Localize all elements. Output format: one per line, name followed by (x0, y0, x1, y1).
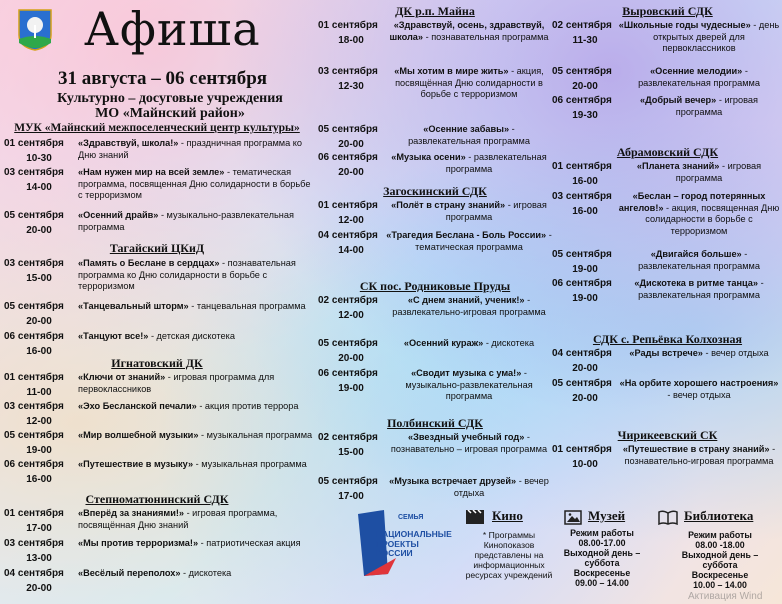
museum-title: Музей (588, 508, 626, 523)
event-desc: - познавательно-игровая программа (624, 444, 776, 466)
event-time: 16-00 (572, 176, 598, 187)
event-time: 10-00 (572, 459, 598, 470)
event-date: 06 сентября (4, 459, 64, 470)
event-time: 12-00 (26, 416, 52, 427)
event-date: 01 сентября (318, 200, 378, 211)
event-name: «Мы против терроризма!» (78, 538, 199, 548)
event-name: «Полёт в страну знаний» (391, 200, 506, 210)
event-time: 20-00 (338, 139, 364, 150)
event-desc: - тематическая программа, посвященная Дню солидарности в борьбе с терроризмом (78, 167, 311, 200)
np-line2: ПРОЕКТЫ (376, 538, 419, 549)
book-icon (658, 510, 678, 525)
event-date: 04 сентября (552, 348, 612, 359)
event-desc: - акция против террора (196, 401, 299, 411)
event-time: 15-00 (338, 447, 364, 458)
event-desc: - развлекательная программа (638, 278, 764, 300)
event-desc: - детская дискотека (148, 331, 235, 341)
venue-zagoskino: Загоскинский СДК (383, 184, 487, 198)
event-date: 06 сентября (318, 152, 378, 163)
library-line: 10.00 – 14.00 (693, 580, 747, 590)
event-time: 20-00 (26, 316, 52, 327)
event-name: «С днем знаний, ученик!» (407, 295, 525, 305)
event-date: 03 сентября (4, 538, 64, 549)
event-name: «Эхо Бесланской печали» (78, 401, 197, 411)
event-date: 05 сентября (4, 301, 64, 312)
subtitle-line1: Культурно – досуговые учреждения (57, 91, 283, 106)
event-name: «Музыка встречает друзей» (389, 476, 517, 486)
event-desc: - игровая программа (675, 161, 762, 183)
event-desc: - патриотическая акция (198, 538, 301, 548)
event-date: 05 сентября (318, 124, 378, 135)
library-hours (670, 530, 770, 590)
event-date: 05 сентября (552, 249, 612, 260)
film-icon (466, 510, 484, 524)
event-time: 19-00 (572, 293, 598, 304)
event-date: 06 сентября (552, 278, 612, 289)
event-date: 01 сентября (4, 508, 64, 519)
event-name: «Здравствуй, осень, здравствуй, школа» (389, 20, 545, 42)
library-line: Выходной день – (681, 550, 759, 560)
event-desc: - акция, посвященная Дню солидарности в борьбе с терроризмом (645, 202, 780, 236)
event-name: «Путешествие в страну знаний» (622, 444, 770, 454)
kino-text: * Программы Кинопоказов представлены на информационных ресурсах учреждений (465, 530, 553, 580)
event-name: «Танцуют все!» (78, 331, 149, 341)
subtitle-line2: МО «Майнский район» (95, 106, 245, 121)
event-desc: - игровая программа для первоклассников (78, 372, 275, 394)
venue-abramovka: Абрамовский СДК (616, 145, 719, 159)
venue-repyovka: СДК с. Репьёвка Колхозная (592, 332, 743, 346)
venue-rodnikovye-prudy: СК пос. Родниковые Пруды (359, 279, 511, 293)
venue-mmck: МУК «Майнский межпоселенческий центр культуры» (14, 122, 300, 134)
event-desc: - развлекательная программа (638, 66, 760, 88)
event-name: «Танцевальный шторм» (78, 301, 189, 311)
event-time: 16-00 (572, 206, 598, 217)
event-name: «Сводит музыка с ума!» (411, 368, 522, 378)
event-name: «Осенние мелодии» (650, 66, 743, 76)
event-date: 03 сентября (4, 258, 64, 269)
event-time: 17-00 (338, 491, 364, 502)
event-desc: - развлекательно-игровая программа (392, 295, 546, 317)
event-desc: - вечер отдыха (453, 476, 549, 498)
event-time: 15-00 (26, 273, 52, 284)
event-name: «Нам нужен мир на всей земле» (78, 167, 225, 177)
event-date: 02 сентября (318, 432, 378, 443)
page-title: Афиша (84, 2, 261, 56)
event-time: 20-00 (26, 225, 52, 236)
venue-chirikeevo: Чирикеевский СК (617, 428, 718, 442)
museum-line: Выходной день – (563, 548, 641, 558)
event-time: 18-00 (338, 35, 364, 46)
event-time: 12-00 (338, 215, 364, 226)
event-desc: - тематическая программа (415, 230, 552, 252)
event-date: 05 сентября (552, 66, 612, 77)
venue-polbino: Полбинский СДК (387, 416, 483, 430)
event-time: 14-00 (26, 182, 52, 193)
museum-hours (556, 528, 648, 588)
event-date: 01 сентября (4, 372, 64, 383)
event-date: 02 сентября (552, 20, 612, 31)
library-line: суббота (702, 560, 738, 570)
event-time: 14-00 (338, 245, 364, 256)
event-date: 05 сентября (4, 210, 64, 221)
event-date: 01 сентября (318, 20, 378, 31)
event-desc: - музыкальная программа (193, 459, 307, 469)
event-name: «Рады встрече» (629, 348, 703, 358)
event-name: «Планета знаний» (636, 161, 720, 171)
venue-tagai: Тагайский ЦКиД (109, 241, 205, 255)
event-date: 05 сентября (4, 430, 64, 441)
event-desc: - вечер отдыха (667, 389, 731, 400)
event-name: «Беслан – город потерянных ангелов!» (618, 191, 766, 213)
event-time: 17-00 (26, 523, 52, 534)
event-name: «Двигайся больше» (650, 249, 742, 259)
event-desc: - вечер отдыха (702, 348, 769, 358)
event-desc: - познавательная программа (423, 31, 549, 42)
event-name: «Дискотека в ритме танца» (634, 278, 759, 288)
event-time: 11-00 (26, 387, 52, 398)
library-title: Библиотека (684, 508, 754, 523)
event-desc: - развлекательная программа (445, 152, 547, 174)
kino-title: Кино (492, 508, 523, 523)
event-time: 16-00 (26, 474, 52, 485)
event-date: 03 сентября (4, 167, 64, 178)
event-desc: - музыкально-развлекательная программа (405, 368, 533, 401)
event-desc: - игровая программа (445, 200, 547, 222)
library-line: 08.00 -18.00 (695, 540, 745, 550)
event-name: «Мир волшебной музыки» (78, 430, 199, 440)
event-name: «Звездный учебный год» (408, 432, 525, 442)
event-date: 04 сентября (318, 230, 378, 241)
event-desc: - развлекательная программа (638, 249, 760, 271)
library-line: Воскресенье (691, 570, 749, 580)
event-desc: - музыкально-развлекательная программа (78, 210, 294, 232)
event-time: 12-30 (338, 81, 364, 92)
event-time: 19-00 (338, 383, 364, 394)
event-desc: - дискотека (483, 338, 535, 348)
event-name: «Весёлый переполох» (78, 568, 181, 578)
event-name: «Вперёд за знаниями!» (78, 508, 185, 518)
event-desc: - познавательно – игровая программа (390, 432, 548, 454)
event-desc: - день открытых дверей для первоклассников (653, 20, 780, 53)
event-desc: - музыкальная программа (198, 430, 313, 440)
event-date: 06 сентября (552, 95, 612, 106)
event-name: «Осенний драйв» (78, 210, 159, 220)
event-time: 19-00 (26, 445, 52, 456)
event-date: 04 сентября (4, 568, 64, 579)
event-name: «Добрый вечер» (639, 95, 717, 105)
event-date: 06 сентября (4, 331, 64, 342)
event-time: 11-30 (572, 35, 598, 46)
event-date: 03 сентября (552, 191, 612, 202)
museum-line: 08.00-17.00 (578, 538, 626, 548)
museum-line: Режим работы (570, 528, 634, 538)
event-time: 19-00 (572, 264, 598, 275)
museum-line: суббота (584, 558, 620, 568)
event-date: 03 сентября (318, 66, 378, 77)
np-small-label: СЕМЬЯ (398, 514, 424, 521)
event-name: «Осенние забавы» (423, 124, 510, 134)
event-date: 02 сентября (318, 295, 378, 306)
event-desc: - познавательная программа ко Дню солидарности в борьбе с терроризмом (78, 258, 296, 291)
event-name: «Здравствуй, школа!» (78, 138, 179, 148)
np-line3: РОССИИ (376, 548, 413, 558)
date-range: 31 августа – 06 сентября (58, 68, 268, 89)
event-name: «Путешествие в музыку» (78, 459, 194, 469)
event-date: 05 сентября (552, 378, 612, 389)
event-name: «Ключи от знаний» (78, 372, 166, 382)
event-date: 06 сентября (318, 368, 378, 379)
venue-vyrovka: Выровский СДК (622, 4, 713, 18)
event-name: «Мы хотим в мире жить» (394, 66, 509, 76)
event-desc: - праздничная программа ко Дню знаний (78, 138, 302, 160)
event-time: 20-00 (26, 583, 52, 594)
event-desc: - игровая программа (675, 95, 759, 117)
event-time: 10-30 (26, 153, 52, 164)
event-date: 05 сентября (318, 338, 378, 349)
event-date: 01 сентября (4, 138, 64, 149)
event-date: 05 сентября (318, 476, 378, 487)
library-line: Режим работы (688, 530, 752, 540)
coat-of-arms (18, 9, 52, 51)
event-desc: - игровая программа, посвящённая Дню знаний (78, 508, 278, 530)
event-date: 01 сентября (552, 161, 612, 172)
event-time: 20-00 (338, 353, 364, 364)
museum-line: 09.00 – 14.00 (575, 578, 629, 588)
event-time: 19-30 (572, 110, 598, 121)
venue-stepnoe-matyunino: Степноматюнинский СДК (85, 492, 229, 506)
museum-icon (564, 510, 582, 525)
event-time: 20-00 (572, 393, 598, 404)
event-name: «Трагедия Беслана - Боль России» (386, 230, 547, 240)
event-time: 13-00 (26, 553, 52, 564)
event-name: «Осенний кураж» (403, 338, 484, 348)
event-time: 20-00 (572, 81, 598, 92)
event-name: «Музыка осени» (391, 152, 466, 162)
national-projects-logo (356, 508, 456, 578)
activation-watermark: Активация Wind (688, 591, 763, 602)
event-date: 01 сентября (552, 444, 612, 455)
event-desc: - танцевальная программа (188, 301, 306, 311)
event-desc: - развлекательная программа (408, 124, 530, 146)
event-desc: - дискотека (180, 568, 232, 578)
venue-dk-maina: ДК р.п. Майна (395, 4, 475, 18)
event-name: «Память о Беслане в сердцах» (78, 258, 220, 268)
event-desc: - акция, посвящённая Дню солидарности в борьбе с терроризмом (395, 66, 544, 99)
event-time: 12-00 (338, 310, 364, 321)
event-time: 16-00 (26, 346, 52, 357)
venue-ignatovka: Игнатовский ДК (111, 356, 203, 370)
museum-line: Воскресенье (573, 568, 631, 578)
event-date: 03 сентября (4, 401, 64, 412)
event-name: «Школьные годы чудесные» (618, 20, 751, 30)
event-time: 20-00 (572, 363, 598, 374)
np-line1: НАЦИОНАЛЬНЫЕ (376, 529, 452, 539)
event-name: «На орбите хорошего настроения» (619, 378, 779, 388)
event-time: 20-00 (338, 167, 364, 178)
